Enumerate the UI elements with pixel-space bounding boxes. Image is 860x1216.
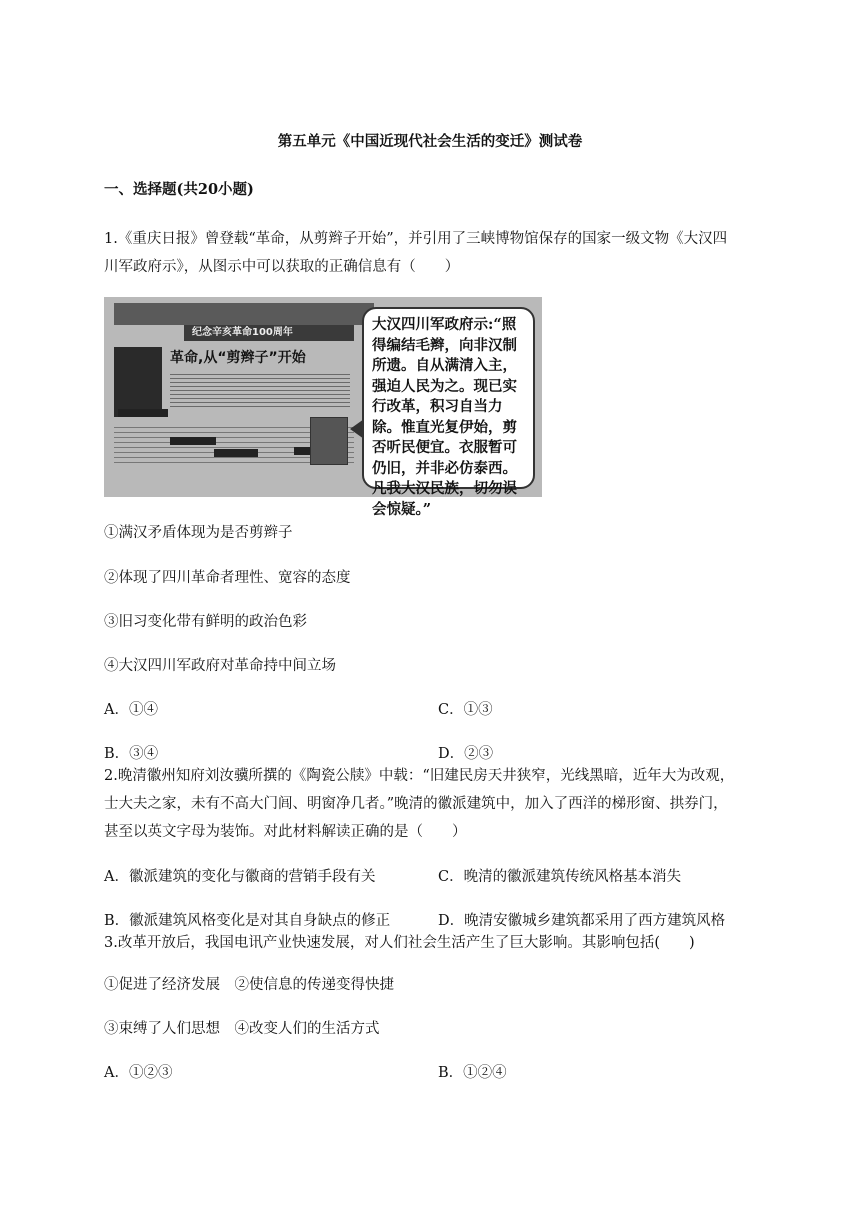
q2-stem-line1: 2.晚清徽州知府刘汝骥所撰的《陶瓷公牍》中载：“旧建民房天井狭窄，光线黑暗，近年大为改观， (104, 768, 735, 784)
q3-items-line1: ①促进了经济发展 ②使信息的传递变得快捷 (104, 977, 394, 993)
q1-option-c[interactable]: C．①③ (438, 702, 493, 718)
newspaper-subhead (118, 409, 168, 417)
q3-items-line2: ③束缚了人们思想 ④改变人们的生活方式 (104, 1021, 380, 1037)
q1-option-d[interactable]: D．②③ (438, 746, 494, 762)
artifact-document-image (310, 417, 348, 465)
q1-option-a[interactable]: A．①④ (104, 702, 158, 718)
page-title: 第五单元《中国近现代社会生活的变迁》测试卷 (277, 133, 583, 150)
q2-stem-line3: 甚至以英文字母为装饰。对此材料解读正确的是（ ） (104, 824, 467, 840)
q1-item-3: ③旧习变化带有鲜明的政治色彩 (104, 614, 307, 630)
newspaper-photo (114, 347, 162, 417)
q1-item-4: ④大汉四川军政府对革命持中间立场 (104, 658, 336, 674)
newspaper-text-block (170, 371, 350, 407)
newspaper-headline: 革命,从“剪辫子”开始 (170, 350, 306, 366)
q1-option-b[interactable]: B．③④ (104, 746, 159, 762)
q2-option-c[interactable]: C．晚清的徽派建筑传统风格基本消失 (438, 869, 682, 885)
newspaper-banner: 纪念辛亥革命100周年 (184, 325, 354, 341)
newspaper-subhead (170, 437, 216, 445)
q1-item-2: ②体现了四川革命者理性、宽容的态度 (104, 570, 351, 586)
q3-option-a[interactable]: A．①②③ (104, 1065, 173, 1081)
q2-option-d[interactable]: D．晚清安徽城乡建筑都采用了西方建筑风格 (438, 913, 726, 929)
quote-bubble: 大汉四川军政府示:“照得编结毛辫，向非汉制所遗。自从满清入主，强迫人民为之。现已实行改革，积习自当力除。惟直光复伊始，剪否听民便宜。衣服暂可仍旧，并非必仿泰西。凡我大汉民族，切勿误会惊疑。” (362, 307, 535, 489)
q3-option-b[interactable]: B．①②④ (438, 1065, 507, 1081)
newspaper-masthead (114, 303, 374, 325)
q1-item-1: ①满汉矛盾体现为是否剪辫子 (104, 525, 293, 541)
q1-figure (104, 297, 542, 518)
q1-stem-line1: 1.《重庆日报》曾登载“革命，从剪辫子开始”，并引用了三峡博物馆保存的国家一级文物《大汉四 (104, 231, 728, 247)
q2-stem-line2: 士大夫之家，未有不高大门闾、明窗净几者。”晚清的徽派建筑中，加入了西洋的梯形窗、拱券门， (104, 796, 728, 812)
newspaper-subhead (214, 449, 258, 457)
q1-stem-line2: 川军政府示》，从图示中可以获取的正确信息有（ ） (104, 259, 460, 275)
q2-option-a[interactable]: A．徽派建筑的变化与徽商的营销手段有关 (104, 869, 376, 885)
q3-stem: 3.改革开放后，我国电讯产业快速发展，对人们社会生活产生了巨大影响。其影响包括( ) (104, 935, 695, 951)
q2-option-b[interactable]: B．徽派建筑风格变化是对其自身缺点的修正 (104, 913, 391, 929)
section-heading: 一、选择题(共20小题) (104, 181, 254, 198)
